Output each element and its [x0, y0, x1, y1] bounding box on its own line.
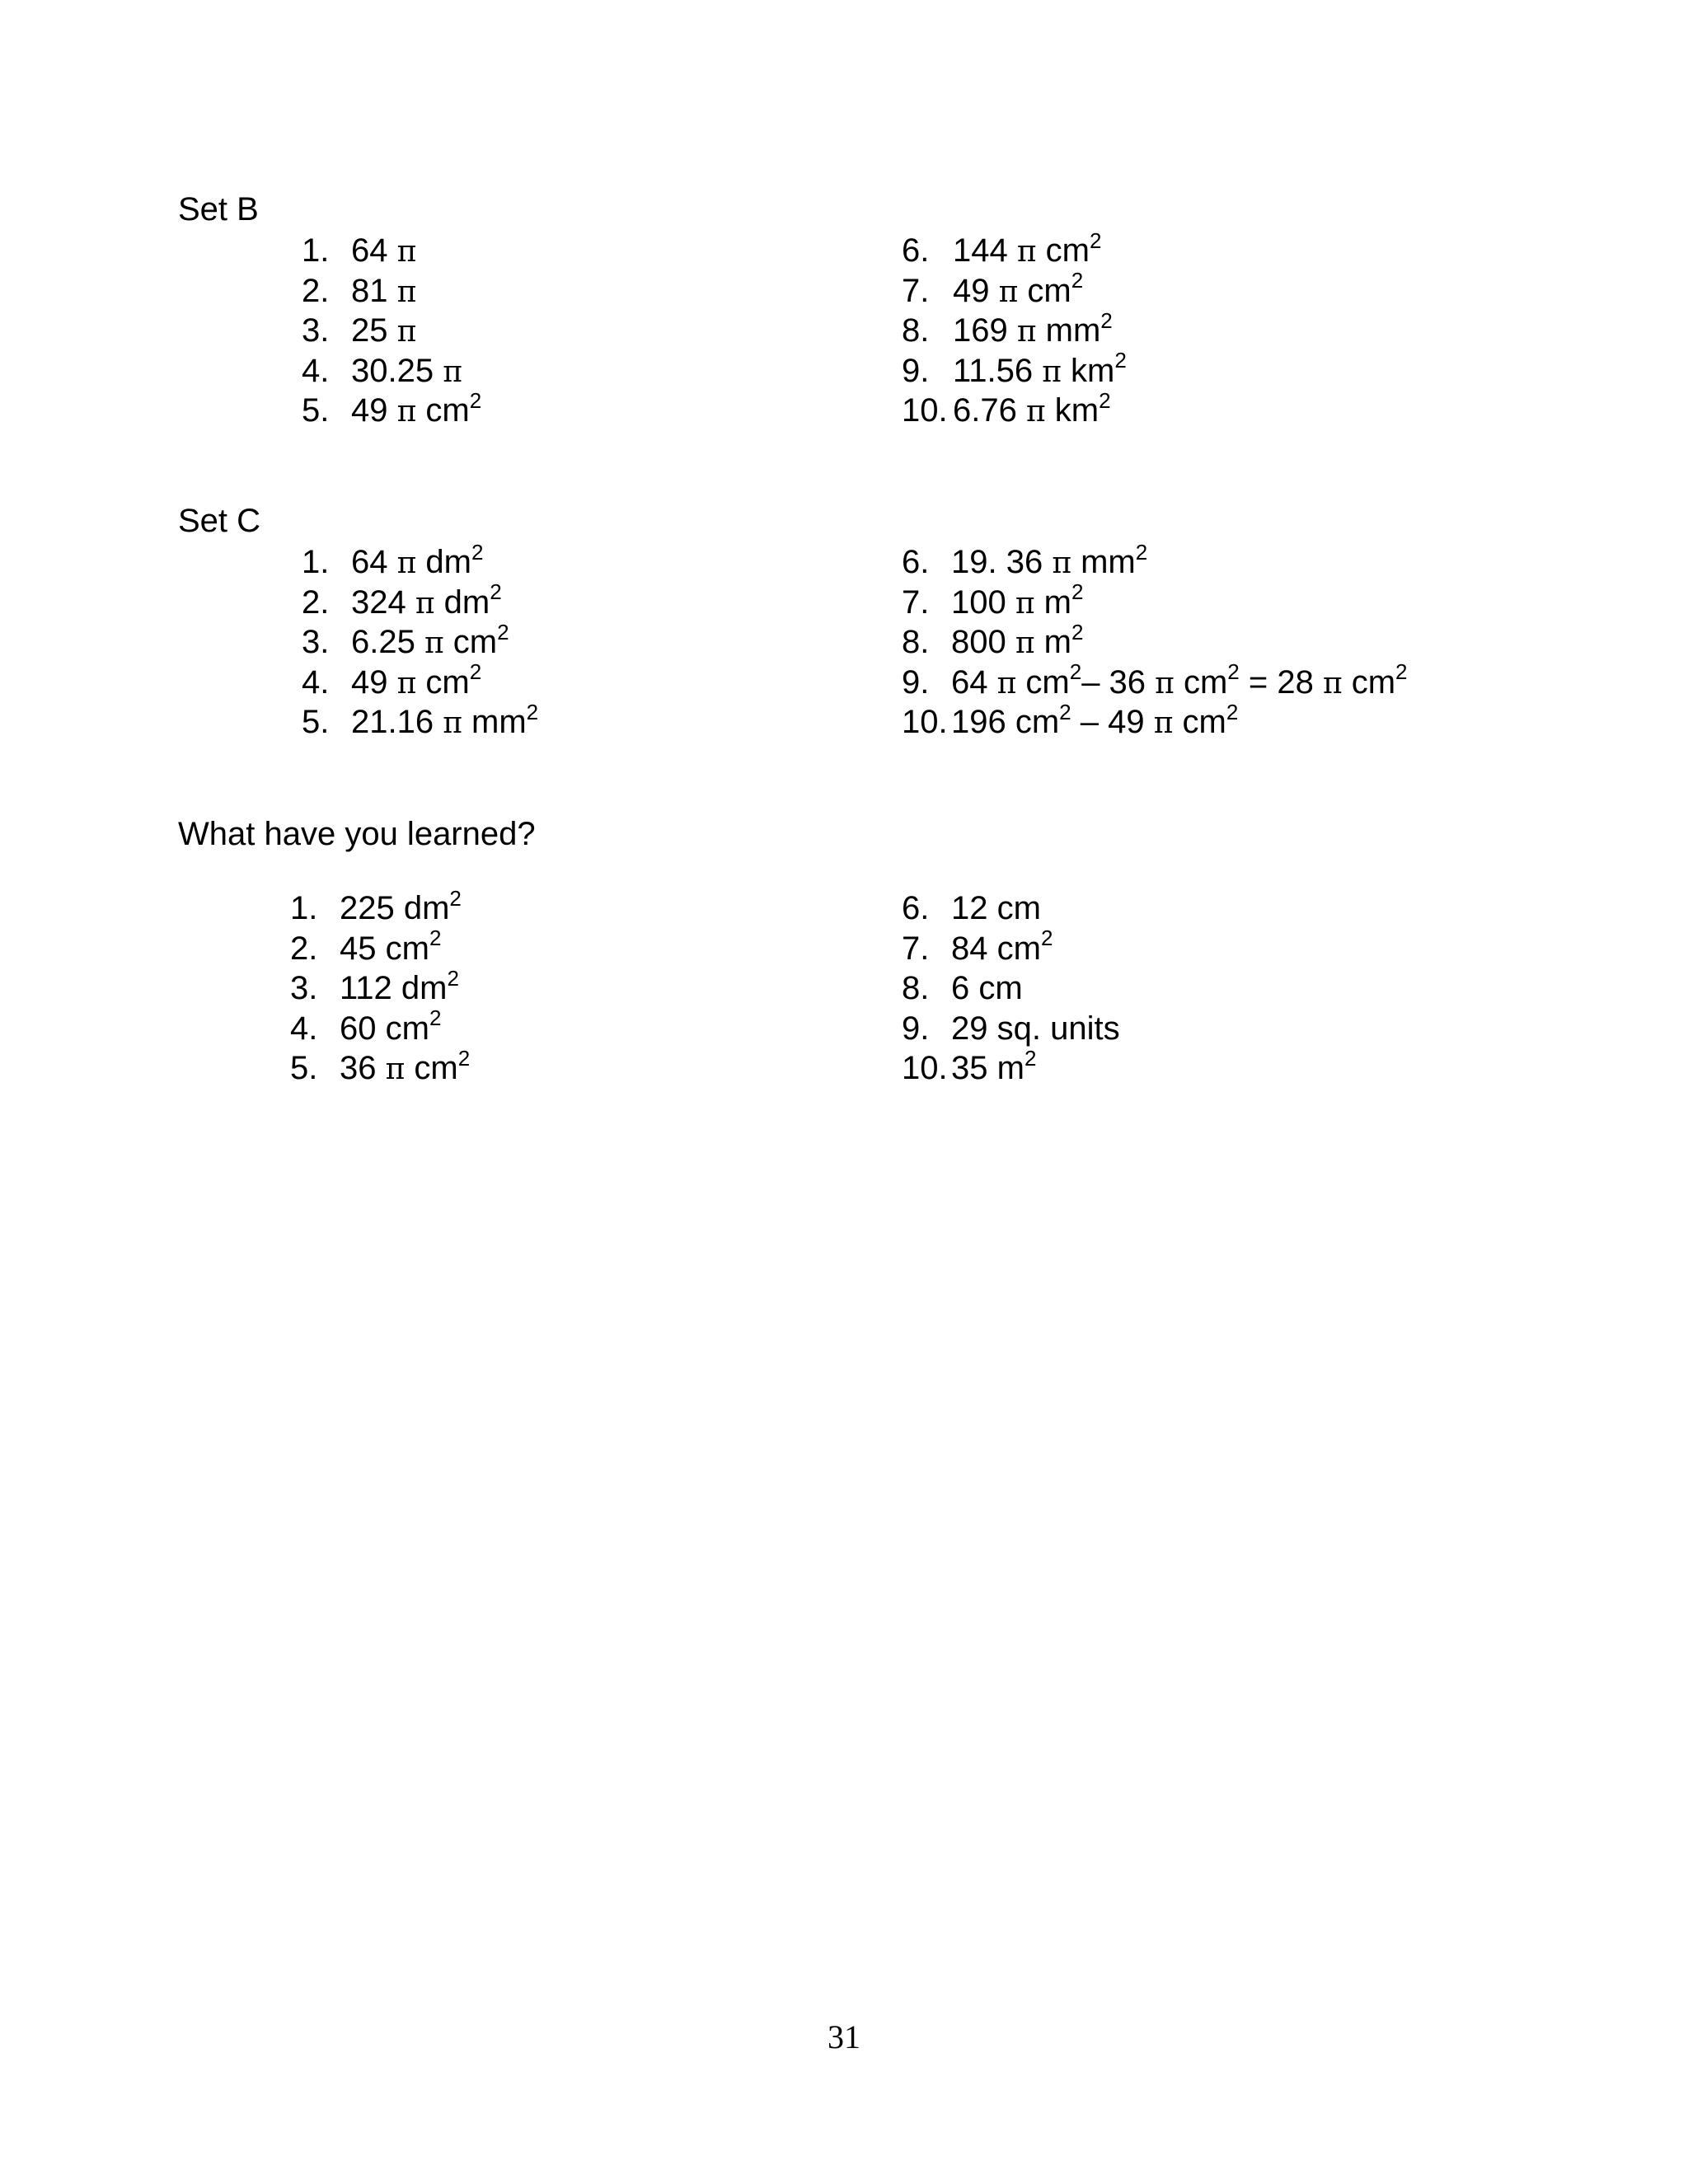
- answer-list-set-c-right: [902, 539, 1408, 743]
- answer-text: 64 π $dm^2$: [351, 539, 484, 580]
- answer-number: 3.: [302, 312, 330, 349]
- answer-text: 49 π $cm^2$: [351, 659, 482, 701]
- answer-number: 3.: [290, 970, 318, 1006]
- answer-number: 6.: [902, 544, 930, 580]
- answer-number: 5.: [302, 704, 330, 740]
- answer-item: [302, 351, 481, 391]
- answer-number: 2.: [302, 583, 330, 621]
- answer-text: 112 $dm^2$: [340, 965, 459, 1006]
- answer-text: 64 π $cm^2-$ 36 π $cm^2 = 28$ π $cm^2$: [951, 659, 1408, 701]
- answer-text: 324 π $dm^2$: [351, 579, 502, 621]
- answer-item: [290, 1045, 471, 1089]
- answer-text: 21.16 π $mm^2$: [351, 699, 539, 740]
- answer-text: 29 sq. units: [951, 1010, 1120, 1047]
- answer-text: 81 π: [351, 272, 417, 309]
- answer-text: 12 cm: [951, 890, 1041, 926]
- answer-text: 100 π $m^2$: [951, 579, 1084, 621]
- answer-number: 10.: [902, 392, 948, 429]
- answer-item: [902, 888, 1120, 929]
- answer-text: 36 π $cm^2$: [340, 1045, 471, 1086]
- answer-text: 225 $dm^2$: [340, 885, 462, 926]
- answer-number: 3.: [302, 624, 330, 660]
- answer-item: [902, 1009, 1120, 1049]
- answer-text: 6.76 π $km^2$: [953, 387, 1111, 429]
- answer-item: [302, 271, 481, 312]
- answer-item: [902, 1045, 1120, 1089]
- answer-number: 5.: [290, 1050, 318, 1086]
- answer-item: [302, 579, 538, 623]
- page-number: 31: [828, 2018, 860, 2055]
- answer-item: [902, 619, 1408, 663]
- answer-number: 7.: [902, 930, 930, 967]
- section-heading-set-b: Set B: [178, 191, 259, 227]
- answer-item: [302, 659, 538, 703]
- answer-number: 2.: [290, 930, 318, 967]
- answer-text: 35 $m^2$: [951, 1045, 1037, 1086]
- answer-text: 30.25 π: [351, 352, 462, 389]
- answer-text: 169 π $mm^2$: [953, 307, 1113, 349]
- answer-list-set-b-right: [902, 227, 1127, 431]
- answer-text: 25 π: [351, 312, 417, 349]
- answer-item: [902, 387, 1127, 431]
- answer-text: 11.56 π $km^2$: [953, 348, 1127, 389]
- answer-number: 4.: [302, 663, 330, 701]
- answer-number: 4.: [290, 1010, 318, 1047]
- section-heading-set-c: Set C: [178, 503, 261, 539]
- answer-text: 144 π $cm^2$: [953, 227, 1102, 269]
- answer-text: 6.25 π $cm^2$: [351, 619, 509, 660]
- answer-item: [290, 965, 470, 1009]
- answer-item: [290, 885, 470, 929]
- answer-list-learned-left: [290, 885, 471, 1089]
- section-heading-what-have-you-learned: What have you learned?: [178, 816, 536, 852]
- answer-item: [302, 539, 538, 583]
- answer-text: 64 π: [351, 232, 417, 269]
- answer-number: 5.: [302, 392, 330, 429]
- answer-text: 6 cm: [951, 970, 1023, 1006]
- answer-item: [902, 268, 1127, 312]
- answer-item: [902, 579, 1408, 623]
- answer-text: 49 π $cm^2$: [351, 387, 482, 429]
- answer-text: 84 $cm^2$: [951, 926, 1053, 967]
- answer-number: 6.: [902, 232, 930, 269]
- answer-item: [902, 227, 1127, 271]
- answer-number: 6.: [902, 890, 930, 926]
- answer-number: 9.: [902, 352, 930, 389]
- answer-number: 9.: [902, 1010, 930, 1047]
- answer-number: 1.: [302, 232, 330, 269]
- answer-number: 4.: [302, 352, 330, 389]
- answer-item: [302, 699, 539, 743]
- answer-number: 8.: [902, 624, 930, 660]
- answer-item: [302, 619, 538, 663]
- answer-number: 1.: [302, 544, 330, 580]
- answer-number: 1.: [290, 890, 318, 926]
- answer-number: 2.: [302, 272, 330, 309]
- answer-item: [902, 659, 1408, 703]
- answer-item: [902, 968, 1120, 1009]
- answer-item: [902, 539, 1408, 583]
- answer-number: 8.: [902, 312, 930, 349]
- answer-list-learned-right: [902, 888, 1120, 1089]
- answer-text: 196 $cm^2 - 49$ π $cm^2$: [951, 699, 1239, 740]
- answer-number: 8.: [902, 970, 930, 1006]
- answer-list-set-b-left: [302, 231, 481, 431]
- answer-text: 45 $cm^2$: [340, 926, 442, 967]
- answer-item: [290, 1005, 470, 1049]
- answer-item: [302, 311, 481, 351]
- answer-item: [302, 231, 481, 271]
- answer-number: 10.: [902, 704, 948, 740]
- answer-item: [902, 926, 1120, 969]
- answer-number: 7.: [902, 272, 930, 309]
- answer-number: 7.: [902, 583, 930, 621]
- answer-text: 19. 36 π $mm^2$: [951, 539, 1148, 580]
- answer-item: [902, 699, 1408, 743]
- answer-item: [902, 348, 1127, 391]
- answer-item: [290, 926, 470, 969]
- answer-number: 9.: [902, 663, 930, 701]
- answer-text: 60 $cm^2$: [340, 1005, 442, 1047]
- answer-item: [902, 307, 1127, 351]
- answer-text: 800 π $m^2$: [951, 619, 1084, 660]
- answer-number: 10.: [902, 1050, 948, 1086]
- answer-item: [302, 387, 482, 431]
- answer-text: 49 π $cm^2$: [953, 268, 1084, 309]
- answer-list-set-c-left: [302, 539, 539, 743]
